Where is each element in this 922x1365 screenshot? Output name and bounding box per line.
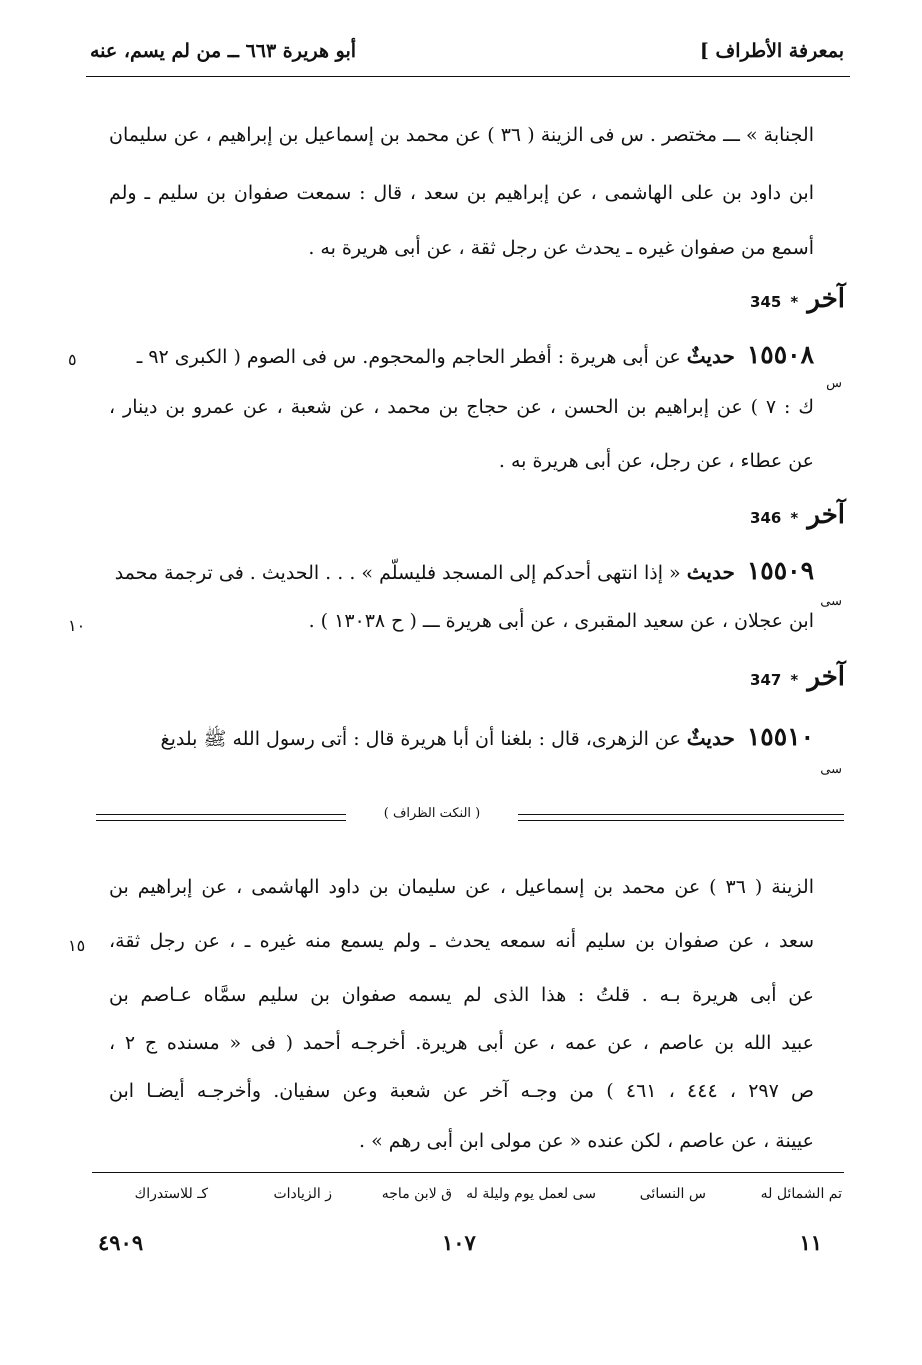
section-title: آخر xyxy=(807,662,845,692)
margin-line-number: ١٠ xyxy=(68,616,86,635)
footer-abbrev: ز الزيادات xyxy=(273,1186,332,1202)
running-header-title: بمعرفة الأطراف ] xyxy=(699,40,844,62)
entry-siglum: سى xyxy=(820,594,842,609)
section-title: آخر xyxy=(807,284,845,314)
intro-line: ابن داود بن على الهاشمى ، عن إبراهيم بن سعد ، قال : سمعت صفوان بن سليم ـ ولم xyxy=(109,182,814,204)
entry-number: ١٥٥٠٩ xyxy=(746,556,814,585)
footer-abbrev: س النسائى xyxy=(639,1186,706,1202)
running-header-section: أبو هريرة ٦٦٣ ــ من لم يسم، عنه xyxy=(90,40,357,62)
entry-line: عن عطاء ، عن رجل، عن أبى هريرة به . xyxy=(498,450,814,472)
entry-number: ١٥٥١٠ xyxy=(746,722,814,751)
header-rule xyxy=(86,76,850,77)
nukat-line: عن أبى هريرة بـه . قلتُ : هذا الذى لم يسمه صفوان بن سليم سمَّاه عـاصم بن xyxy=(109,984,814,1006)
intro-line: الجنابة » ـــ مختصر . س فى الزينة ( ٣٦ ) عن محمد بن إسماعيل بن إبراهيم ، عن سليمان xyxy=(109,124,815,146)
margin-line-number: ٥ xyxy=(68,350,77,369)
nukat-line: عيينة ، عن عاصم ، لكن عنده « عن مولى ابن أبى رهم » . xyxy=(359,1130,814,1152)
nukat-line: عبيد الله بن عاصم ، عن عمه ، عن أبى هريرة. أخرجـه أحمد ( فى « مسنده ج ٢ ، xyxy=(109,1032,814,1054)
nukat-line: الزينة ( ٣٦ ) عن محمد بن إسماعيل ، عن سليمان بن داود الهاشمى ، عن إبراهيم بن xyxy=(109,876,814,898)
section-heading xyxy=(750,284,845,314)
footer-abbrev: كـ للاستدراك xyxy=(134,1186,208,1202)
signature-number: ١١ xyxy=(799,1230,822,1255)
entry-first-line xyxy=(160,722,814,755)
volume-page-number: ٤٩٠٩ xyxy=(98,1230,144,1255)
page-number: ١٠٧ xyxy=(442,1230,476,1255)
entry-first-line xyxy=(137,340,814,369)
section-number: 346 xyxy=(750,509,782,527)
entry-siglum: س xyxy=(826,376,842,391)
section-title: آخر xyxy=(807,500,845,530)
entry-head: حديث xyxy=(686,560,735,584)
section-number: 345 xyxy=(750,293,782,311)
separator-rule-left xyxy=(96,814,346,821)
intro-line: أسمع من صفوان غيره ـ يحدث عن رجل ثقة ، عن أبى هريرة به . xyxy=(308,237,814,259)
entry-number: ١٥٥٠٨ xyxy=(746,340,814,369)
entry-line: ك : ٧ ) عن إبراهيم بن الحسن ، عن حجاج بن محمد ، عن شعبة ، عن عمرو بن دينار ، xyxy=(109,396,814,418)
separator-label: ( النكت الظراف ) xyxy=(383,806,481,821)
entry-head: حديثٌ xyxy=(686,344,735,368)
footer-rule xyxy=(92,1172,844,1173)
entry-line: ابن عجلان ، عن سعيد المقبرى ، عن أبى هريرة ـــ ( ح ١٣٠٣٨ ) . xyxy=(308,610,814,632)
section-star: * xyxy=(790,509,799,527)
entry-text: عن الزهرى، قال : بلغنا أن أبا هريرة قال : أتى رسول الله ﷺ بلديغ xyxy=(160,728,681,750)
footer-abbrev: ق لابن ماجه xyxy=(381,1186,452,1202)
entry-siglum: سى xyxy=(820,762,842,777)
entry-text: « إذا انتهى أحدكم إلى المسجد فليسلّم » . . . الحديث . فى ترجمة محمد xyxy=(114,562,681,584)
separator-rule-right xyxy=(518,814,844,821)
entry-text: عن أبى هريرة : أفطر الحاجم والمحجوم. س فى الصوم ( الكبرى ٩٢ ـ xyxy=(136,346,681,368)
section-number: 347 xyxy=(750,671,782,689)
nukat-line: ص ٢٩٧ ، ٤٤٤ ، ٤٦١ ) من وجـه آخر عن شعبة وعن سفيان. وأخرجـه أيضـا ابن xyxy=(109,1080,815,1102)
section-star: * xyxy=(790,293,799,311)
entry-head: حديثٌ xyxy=(686,726,735,750)
section-heading xyxy=(750,500,845,530)
margin-line-number: ١٥ xyxy=(68,936,86,955)
entry-first-line xyxy=(115,556,814,585)
section-heading xyxy=(750,662,845,692)
section-star: * xyxy=(790,671,799,689)
footer-abbrev: تم الشمائل له xyxy=(760,1186,842,1202)
nukat-line: سعد ، عن صفوان بن سليم أنه سمعه يحدث ـ ولم يسمع منه غيره ـ ، عن رجل ثقة، xyxy=(109,930,814,952)
footer-abbrev: سى لعمل يوم وليلة له xyxy=(466,1186,596,1202)
